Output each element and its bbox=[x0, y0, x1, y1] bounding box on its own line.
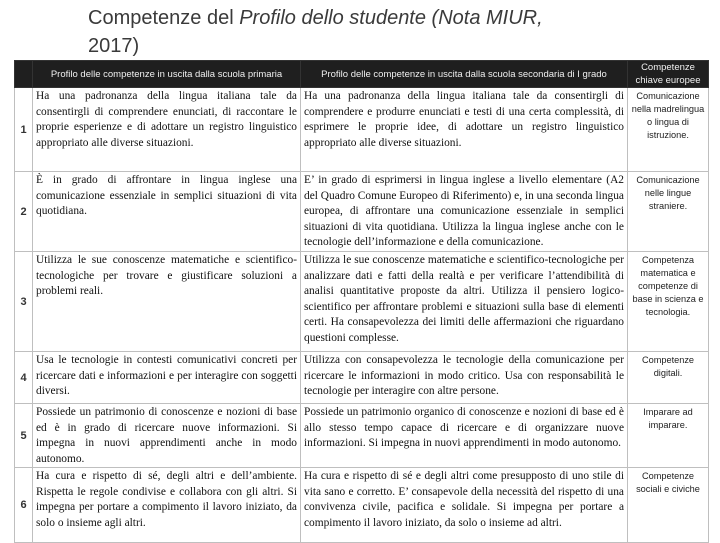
cell-primaria: Usa le tecnologie in contesti comunicativi concreti per ricercare dati e informazioni e per interagire con soggetti diversi. bbox=[33, 352, 301, 404]
cell-secondaria: Ha cura e rispetto di sé e degli altri come presupposto di uno stile di vita sano e corretto. E’ consapevole della necessità del rispetto di una convivenza civile, pacifica e solidale. Si impegna per portare a compimento il lavoro iniziato, da solo o insieme ad altri. bbox=[301, 468, 628, 543]
cell-chiave: Competenze sociali e civiche bbox=[628, 468, 709, 543]
cell-secondaria: Utilizza le sue conoscenze matematiche e scientifico-tecnologiche per analizzare dati e fatti della realtà e per verificare l’attendibilità di analisi quantitative proposte da altri. Utilizza il pensiero logico-scientifico per affrontare problemi e situazioni sulla base di elementi certi. Ha consapevolezza dei limiti delle affermazioni che riguardano questioni complesse. bbox=[301, 252, 628, 352]
cell-chiave: Comunicazione nella madrelingua o lingua di istruzione. bbox=[628, 88, 709, 172]
cell-primaria: Ha cura e rispetto di sé, degli altri e dell’ambiente. Rispetta le regole condivise e collabora con gli altri. Si impegna per portare a compimento il lavoro iniziato, da solo o insieme agli altri. bbox=[33, 468, 301, 543]
table-header bbox=[15, 61, 709, 88]
cell-secondaria: Possiede un patrimonio organico di conoscenze e nozioni di base ed è allo stesso tempo capace di ricercare e di organizzare nuove informazioni. Si impegna in nuovi apprendimenti in modo autonomo. bbox=[301, 404, 628, 468]
title-line2: 2017) bbox=[88, 35, 140, 57]
page-title bbox=[88, 4, 708, 60]
table-row bbox=[15, 468, 709, 543]
cell-primaria: Ha una padronanza della lingua italiana tale da consentirgli di comprendere enunciati, di raccontare le proprie esperienze e di adottare un registro linguistico appropriato alle diverse situazioni. bbox=[33, 88, 301, 172]
competence-table bbox=[14, 60, 709, 543]
cell-secondaria: Utilizza con consapevolezza le tecnologie della comunicazione per ricercare le informazioni in modo critico. Usa con responsabilità le tecnologie per interagire con altre persone. bbox=[301, 352, 628, 404]
cell-primaria: È in grado di affrontare in lingua inglese una comunicazione essenziale in semplici situazioni di vita quotidiana. bbox=[33, 172, 301, 252]
cell-secondaria: E’ in grado di esprimersi in lingua inglese a livello elementare (A2 del Quadro Comune Europeo di Riferimento) e, in una seconda lingua europea, di affrontare una comunicazione essenziale in semplici situazioni di vita quotidiana. Utilizza la lingua inglese anche con le tecnologie dell’informazione e della comunicazione. bbox=[301, 172, 628, 252]
table-row bbox=[15, 352, 709, 404]
header-chiave: Competenze chiave europee bbox=[628, 61, 709, 88]
table-row bbox=[15, 404, 709, 468]
cell-chiave: Competenze digitali. bbox=[628, 352, 709, 404]
header-secondaria: Profilo delle competenze in uscita dalla scuola secondaria di I grado bbox=[301, 61, 628, 88]
cell-chiave: Imparare ad imparare. bbox=[628, 404, 709, 468]
cell-primaria: Utilizza le sue conoscenze matematiche e scientifico-tecnologiche per trovare e giustificare soluzioni a problemi reali. bbox=[33, 252, 301, 352]
cell-secondaria: Ha una padronanza della lingua italiana tale da consentirgli di comprendere e produrre enunciati e testi di una certa complessità, di esprimere le proprie idee, di adottare un registro linguistico appropriato alle diverse situazioni. bbox=[301, 88, 628, 172]
table-row bbox=[15, 88, 709, 172]
row-number: 1 bbox=[15, 88, 33, 172]
header-num bbox=[15, 61, 33, 88]
row-number: 2 bbox=[15, 172, 33, 252]
cell-chiave: Comunicazione nelle lingue straniere. bbox=[628, 172, 709, 252]
row-number: 4 bbox=[15, 352, 33, 404]
title-italic: Profilo dello studente (Nota MIUR, bbox=[239, 7, 543, 29]
title-prefix: Competenze del bbox=[88, 7, 240, 29]
table-row bbox=[15, 252, 709, 352]
row-number: 6 bbox=[15, 468, 33, 543]
cell-primaria: Possiede un patrimonio di conoscenze e nozioni di base ed è in grado di ricercare nuove informazioni. Si impegna in nuovi apprendimenti anche in modo autonomo. bbox=[33, 404, 301, 468]
row-number: 5 bbox=[15, 404, 33, 468]
row-number: 3 bbox=[15, 252, 33, 352]
table-row bbox=[15, 172, 709, 252]
cell-chiave: Competenza matematica e competenze di base in scienza e tecnologia. bbox=[628, 252, 709, 352]
header-primaria: Profilo delle competenze in uscita dalla scuola primaria bbox=[33, 61, 301, 88]
